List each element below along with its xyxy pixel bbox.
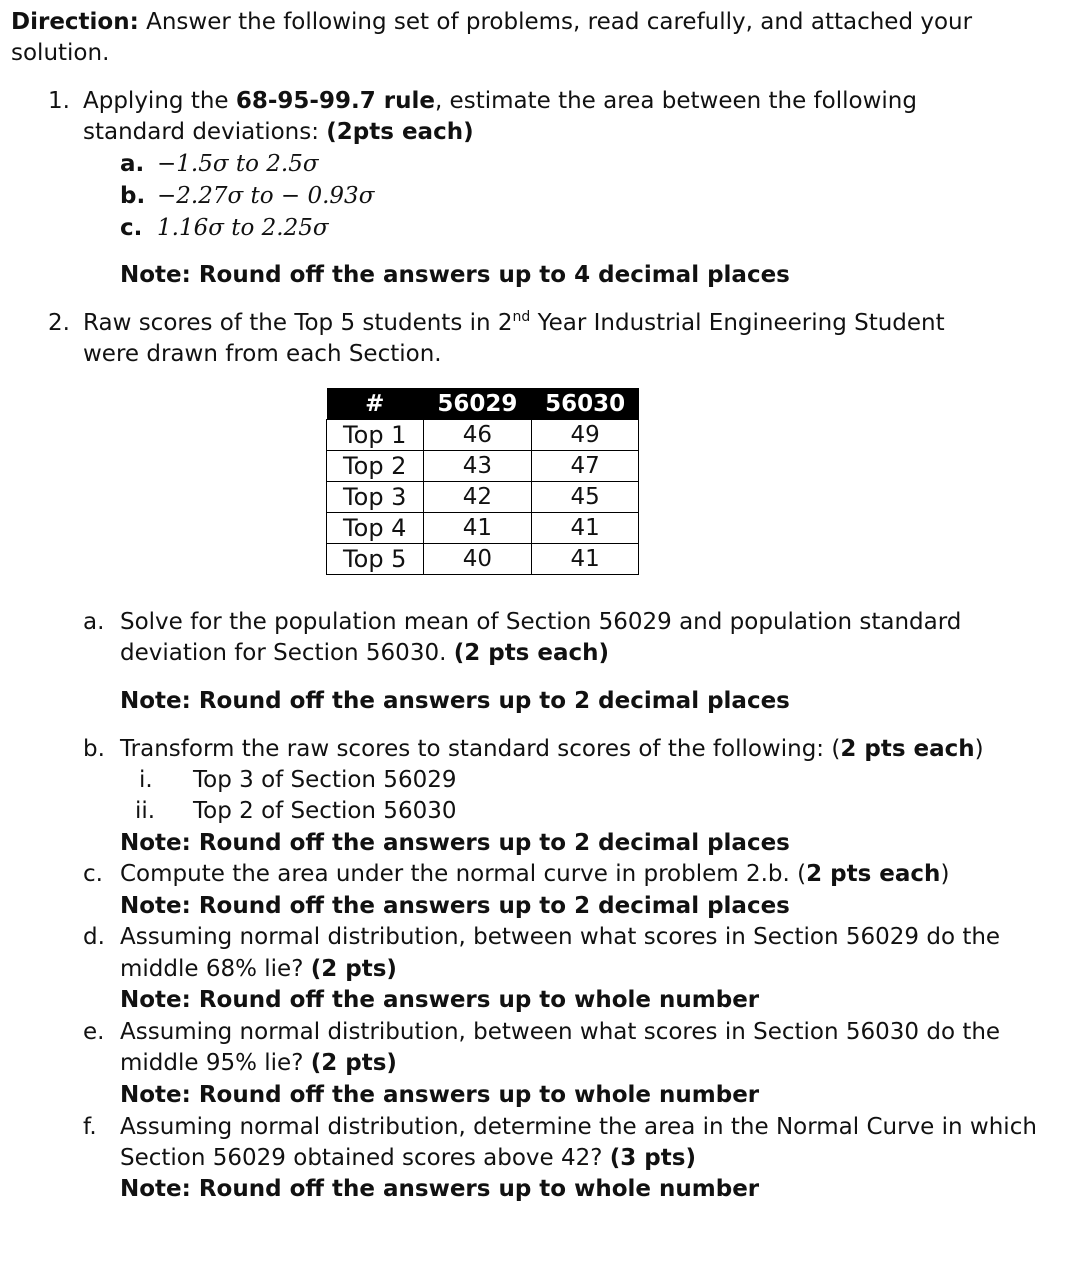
part-a-text: deviation for Section 56030.	[120, 640, 454, 666]
table-header-row	[327, 388, 639, 420]
row-label: Top 4	[327, 513, 424, 544]
table-row	[327, 482, 639, 513]
score-56030: 41	[532, 544, 639, 575]
part-d-points: (2 pts)	[310, 956, 397, 982]
part-f-text: Section 56029 obtained scores above 42?	[120, 1145, 610, 1171]
problem2-line-2: were drawn from each Section.	[83, 341, 442, 367]
score-56029: 40	[423, 544, 532, 575]
part-b-note: Note: Round off the answers up to 2 decimal places	[120, 830, 790, 856]
part-b-line-1	[120, 734, 984, 765]
part-f-line-2	[120, 1143, 696, 1174]
part-a-letter: a.	[83, 609, 105, 635]
part-c-text: Compute the area under the normal curve in problem 2.b. (	[120, 861, 807, 887]
problem1-points: (2pts each)	[326, 119, 474, 145]
row-label: Top 1	[327, 420, 424, 451]
row-label: Top 5	[327, 544, 424, 575]
item-a-expr: −1.5σ to 2.5σ	[157, 151, 319, 177]
part-e-text: middle 95% lie?	[120, 1050, 311, 1076]
header-section-56030: 56030	[532, 388, 639, 420]
part-c-line-1	[120, 859, 949, 890]
direction-line-1	[11, 7, 973, 38]
part-d-note: Note: Round off the answers up to whole number	[120, 987, 760, 1013]
problem1-text: Applying the	[83, 88, 236, 114]
score-56029: 41	[423, 513, 532, 544]
part-e-note: Note: Round off the answers up to whole number	[120, 1082, 760, 1108]
part-e-line-2	[120, 1048, 397, 1079]
score-56030: 45	[532, 482, 639, 513]
part-d-line-1: Assuming normal distribution, between what scores in Section 56029 do the	[120, 924, 1001, 950]
item-c-expr: 1.16σ to 2.25σ	[157, 215, 329, 241]
score-56030: 49	[532, 420, 639, 451]
score-56029: 46	[423, 420, 532, 451]
part-c-points: 2 pts each	[806, 861, 941, 887]
problem1-text-end: , estimate the area between the following	[434, 88, 917, 114]
problem2-number: 2.	[48, 310, 70, 336]
row-label: Top 2	[327, 451, 424, 482]
part-b-points: 2 pts each	[840, 736, 975, 762]
problem2-text: Raw scores of the Top 5 students in 2	[83, 310, 513, 336]
score-56029: 43	[423, 451, 532, 482]
direction-text: Answer the following set of problems, read carefully, and attached your	[138, 9, 973, 35]
part-b-letter: b.	[83, 736, 105, 762]
scores-table	[326, 388, 639, 575]
direction-line-2: solution.	[11, 40, 110, 66]
part-a-note: Note: Round off the answers up to 2 decimal places	[120, 688, 790, 714]
part-f-line-1: Assuming normal distribution, determine the area in the Normal Curve in which	[120, 1114, 1037, 1140]
sub-item-i-text: Top 3 of Section 56029	[193, 767, 457, 793]
problem2-line-1	[83, 308, 945, 339]
part-c-paren: )	[940, 861, 950, 887]
header-rank: #	[327, 388, 424, 420]
header-section-56029: 56029	[423, 388, 532, 420]
problem2-text-end: Year Industrial Engineering Student	[530, 310, 945, 336]
part-b-paren: )	[974, 736, 984, 762]
sub-item-i-number: i.	[139, 767, 153, 793]
item-b-letter: b.	[120, 183, 146, 209]
part-f-note: Note: Round off the answers up to whole number	[120, 1176, 760, 1202]
part-a-line-2	[120, 638, 609, 669]
problem1-line-2	[83, 117, 474, 148]
part-d-text: middle 68% lie?	[120, 956, 311, 982]
part-d-letter: d.	[83, 924, 105, 950]
part-f-points: (3 pts)	[609, 1145, 696, 1171]
part-e-letter: e.	[83, 1019, 105, 1045]
part-a-points: (2 pts each)	[453, 640, 610, 666]
item-c-letter: c.	[120, 215, 143, 241]
part-a-line-1: Solve for the population mean of Section 56029 and population standard	[120, 609, 962, 635]
sub-item-ii-text: Top 2 of Section 56030	[193, 798, 457, 824]
score-56030: 41	[532, 513, 639, 544]
part-e-line-1: Assuming normal distribution, between what scores in Section 56030 do the	[120, 1019, 1001, 1045]
table-row	[327, 513, 639, 544]
part-c-note: Note: Round off the answers up to 2 decimal places	[120, 893, 790, 919]
sub-item-ii-number: ii.	[135, 798, 156, 824]
direction-label: Direction:	[11, 9, 139, 35]
table-row	[327, 544, 639, 575]
part-d-line-2	[120, 954, 397, 985]
table-row	[327, 451, 639, 482]
part-f-letter: f.	[83, 1114, 97, 1140]
score-56029: 42	[423, 482, 532, 513]
part-e-points: (2 pts)	[310, 1050, 397, 1076]
row-label: Top 3	[327, 482, 424, 513]
score-56030: 47	[532, 451, 639, 482]
problem1-note: Note: Round off the answers up to 4 decimal places	[120, 262, 790, 288]
item-a-letter: a.	[120, 151, 145, 177]
rule-name: 68-95-99.7 rule	[235, 88, 435, 114]
item-b-expr: −2.27σ to − 0.93σ	[157, 183, 375, 209]
part-b-text: Transform the raw scores to standard scores of the following: (	[120, 736, 841, 762]
part-c-letter: c.	[83, 861, 103, 887]
problem1-number: 1.	[48, 88, 70, 114]
problem1-line-1	[83, 86, 917, 117]
problem1-text-2: standard deviations:	[83, 119, 327, 145]
ordinal-suffix: nd	[512, 309, 531, 325]
table-row	[327, 420, 639, 451]
